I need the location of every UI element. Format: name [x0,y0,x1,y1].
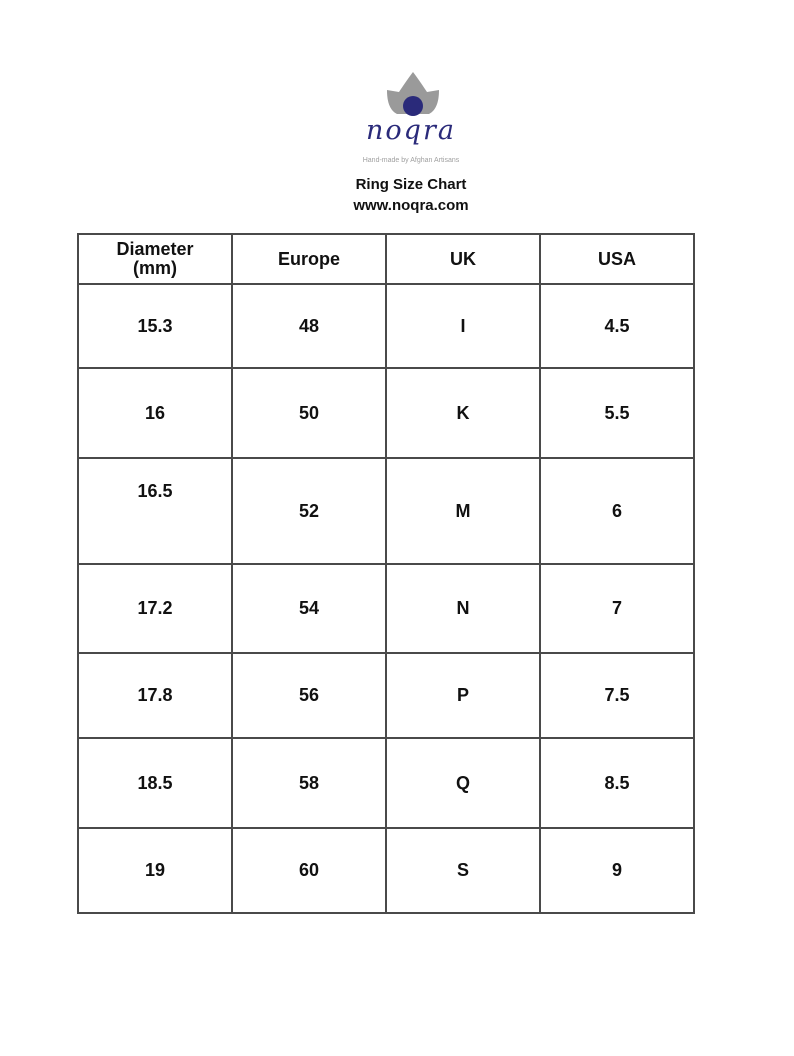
table-row [78,738,694,828]
header-europe: Europe [232,234,386,284]
cell-diameter: 17.2 [78,564,232,653]
cell-uk: P [386,653,540,738]
cell-diameter: 16 [78,368,232,458]
cell-uk: N [386,564,540,653]
cell-usa: 7 [540,564,694,653]
cell-diameter: 17.8 [78,653,232,738]
cell-europe: 56 [232,653,386,738]
table-row [78,284,694,368]
cell-diameter: 18.5 [78,738,232,828]
cell-usa: 6 [540,458,694,564]
page-header [0,0,794,230]
table-row [78,653,694,738]
table-row [78,828,694,913]
cell-europe: 58 [232,738,386,828]
cell-usa: 4.5 [540,284,694,368]
page-title: Ring Size Chart [355,176,467,193]
header-usa: USA [540,234,694,284]
website-url: www.noqra.com [353,197,469,214]
ring-size-table [77,233,695,914]
cell-usa: 8.5 [540,738,694,828]
cell-usa: 5.5 [540,368,694,458]
cell-uk: S [386,828,540,913]
cell-uk: M [386,458,540,564]
table-row [78,458,694,564]
table-header-row [78,234,694,284]
cell-europe: 48 [232,284,386,368]
cell-europe: 50 [232,368,386,458]
header-diameter-unit: (mm) [133,258,177,278]
cell-diameter: 15.3 [78,284,232,368]
cell-uk: I [386,284,540,368]
cell-usa: 9 [540,828,694,913]
cell-diameter: 19 [78,828,232,913]
brand-wordmark: noqra [366,115,456,146]
cell-europe: 52 [232,458,386,564]
cell-diameter: 16.5 [78,458,232,564]
cell-europe: 54 [232,564,386,653]
cell-uk: K [386,368,540,458]
noqra-logo-icon [383,70,443,120]
header-diameter [78,234,232,284]
cell-usa: 7.5 [540,653,694,738]
header-diameter-label: Diameter [116,239,194,259]
table-row [78,564,694,653]
brand-tagline: Hand-made by Afghan Artisans [362,157,460,164]
table-row [78,368,694,458]
cell-europe: 60 [232,828,386,913]
cell-uk: Q [386,738,540,828]
header-uk: UK [386,234,540,284]
